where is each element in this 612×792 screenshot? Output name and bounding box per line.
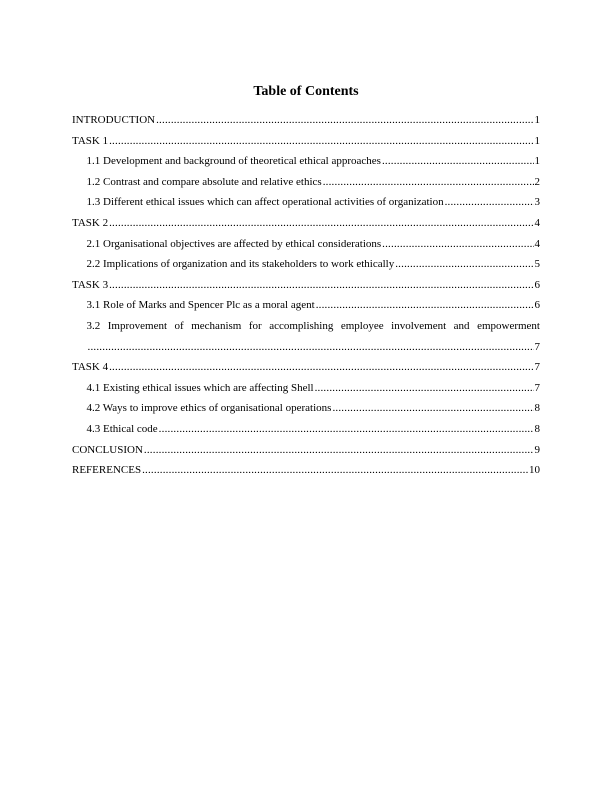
dot-leader <box>316 298 534 312</box>
toc-entry-4-3[interactable] <box>72 422 540 443</box>
toc-entry-page: 5 <box>534 258 540 271</box>
dot-leader <box>445 195 534 209</box>
toc-entry-label: TASK 3 <box>72 278 109 291</box>
toc-entry-task-2[interactable] <box>72 216 540 237</box>
toc-entry-page: 1 <box>534 114 540 126</box>
toc-entry-page: 1 <box>534 134 540 147</box>
table-of-contents <box>72 113 540 484</box>
dot-leader <box>88 340 534 354</box>
toc-entry-label: INTRODUCTION <box>72 114 156 126</box>
toc-entry-1-2[interactable] <box>72 175 540 196</box>
toc-entry-3-2[interactable] <box>72 319 540 360</box>
dot-leader <box>109 216 533 230</box>
toc-entry-references[interactable] <box>72 463 540 484</box>
dot-leader <box>395 257 533 271</box>
toc-entry-task-3[interactable] <box>72 278 540 299</box>
dot-leader <box>323 175 534 189</box>
toc-entry-4-2[interactable] <box>72 401 540 422</box>
toc-entry-label: 4.3 Ethical code <box>86 422 158 435</box>
toc-entry-task-1[interactable] <box>72 134 540 155</box>
toc-entry-page: 4 <box>534 237 540 250</box>
toc-entry-page: 4 <box>534 216 540 229</box>
toc-entry-conclusion[interactable] <box>72 443 540 464</box>
toc-entry-page: 1 <box>534 155 540 168</box>
dot-leader <box>156 113 533 127</box>
dot-leader <box>315 381 534 395</box>
toc-entry-label: 2.2 Implications of organization and its stakeholders to work ethically <box>86 258 395 271</box>
toc-entry-label: 1.2 Contrast and compare absolute and relative ethics <box>86 175 322 188</box>
toc-entry-label: 1.3 Different ethical issues which can affect operational activities of organization <box>86 196 444 209</box>
toc-entry-4-1[interactable] <box>72 381 540 402</box>
dot-leader <box>159 422 534 436</box>
toc-entry-page: 8 <box>534 402 540 415</box>
toc-entry-page: 10 <box>529 464 540 477</box>
toc-entry-1-1[interactable] <box>72 154 540 175</box>
toc-entry-introduction[interactable] <box>72 113 540 134</box>
dot-leader <box>142 463 528 477</box>
toc-entry-page: 3 <box>534 196 540 209</box>
toc-entry-label: 4.2 Ways to improve ethics of organisational operations <box>86 402 332 415</box>
toc-entry-page: 8 <box>534 422 540 435</box>
toc-entry-label: TASK 2 <box>72 216 109 229</box>
toc-entry-2-1[interactable] <box>72 237 540 258</box>
toc-entry-page: 6 <box>534 299 540 312</box>
dot-leader <box>109 134 533 148</box>
toc-entry-page: 7 <box>534 381 540 394</box>
toc-entry-label: CONCLUSION <box>72 443 143 456</box>
toc-entry-page: 9 <box>534 443 540 456</box>
toc-entry-page: 6 <box>534 278 540 291</box>
toc-entry-label: 1.1 Development and background of theoretical ethical approaches <box>86 155 381 168</box>
dot-leader <box>332 401 533 415</box>
dot-leader <box>109 360 533 374</box>
toc-entry-2-2[interactable] <box>72 257 540 278</box>
toc-entry-1-3[interactable] <box>72 195 540 216</box>
toc-entry-label: 2.1 Organisational objectives are affected by ethical considerations <box>86 237 382 250</box>
toc-entry-task-4[interactable] <box>72 360 540 381</box>
dot-leader <box>144 443 534 457</box>
toc-entry-label: TASK 1 <box>72 134 109 147</box>
dot-leader <box>382 237 533 251</box>
toc-entry-label: 3.1 Role of Marks and Spencer Plc as a moral agent <box>86 299 315 312</box>
toc-entry-3-1[interactable] <box>72 298 540 319</box>
dot-leader <box>109 278 533 292</box>
toc-entry-label: 4.1 Existing ethical issues which are affecting Shell <box>86 381 314 394</box>
toc-entry-page: 7 <box>534 340 540 353</box>
toc-entry-page: 2 <box>534 175 540 188</box>
dot-leader <box>382 154 534 168</box>
toc-entry-label: 3.2 Improvement of mechanism for accomplishing employee involvement and empowerment <box>86 319 540 332</box>
toc-title: Table of Contents <box>253 84 359 99</box>
toc-entry-label: REFERENCES <box>72 464 142 477</box>
toc-entry-label: TASK 4 <box>72 361 109 374</box>
toc-entry-page: 7 <box>534 361 540 374</box>
